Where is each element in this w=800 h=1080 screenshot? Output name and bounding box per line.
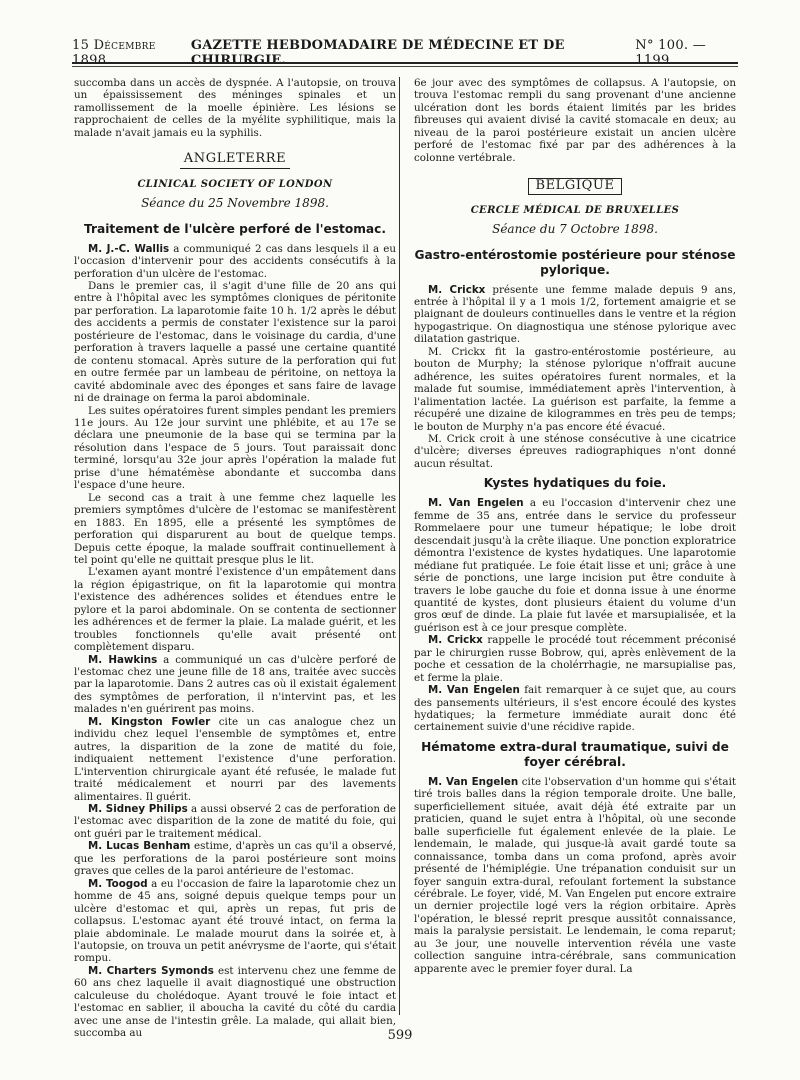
paragraph-text: estime, d'après un cas qu'il a observé, que les perforations de la paroi postérieure sont moins graves que celles de la paroi antérieure de l'estomac. <box>74 840 396 878</box>
society-name: CLINICAL SOCIETY OF LONDON <box>137 178 333 190</box>
speaker-name: M. Hawkins <box>88 653 158 666</box>
column-divider <box>399 77 400 1015</box>
speaker-name: M. Crickx <box>428 634 483 647</box>
paragraph-text: fait remarquer à ce sujet que, au cours des pansements ultérieurs, il s'est encore écoulé des kystes hydatiques; la fermeture immédiate aurait donc été certainement suivie d'une récidive rapide. <box>414 684 736 734</box>
speaker-name: M. Van Engelen <box>428 684 520 697</box>
paragraph <box>74 654 396 716</box>
country-heading-belgique <box>414 178 736 194</box>
section-title: Gastro-entérostomie postérieure pour sténose pylorique. <box>414 247 736 277</box>
speaker-name: M. Crickx <box>428 283 486 296</box>
section-title: Kystes hydatiques du foie. <box>483 476 667 491</box>
paragraph-text: a eu l'occasion de faire la laparotomie chez un homme de 45 ans, soigné depuis quelque temps pour un ulcère d'estomac et qui, après un repas, fut pris de collapsus. L'estomac ayant été trouvé intact, on ferma la plaie abdominale. Le malade mourut dans la soirée et, à l'autopsie, on trouva un petit anévrysme de l'aorte, qui s'était rompu. <box>74 877 396 965</box>
paragraph: M. Crick croit à une sténose consécutive à une cicatrice d'ulcère; diverses épreuves radiographiques n'ont donné aucun résultat. <box>414 432 736 470</box>
paragraph-text: cite l'observation d'un homme qui s'était tiré trois balles dans la région temporale droite. Une balle, superficiellement située, avait déjà été extraite par un praticien, quand le sujet entra à l'hôpital, où une seconde balle superficielle fut également enlevée de la plaie. Le lendemain, le malade, qui jusque-là avait gardé toute sa connaissance, tomba dans un coma profond, après avoir présenté de l'hémiplégie. Une trépanation conduisit sur un foyer sanguin extra-dural, refoulant fortement la substance cérébrale. Le foyer, vidé, M. Van Engelen put encore extraire un dernier projectile logé vers la région orbitaire. Après l'opération, le blessé reprit presque aussitôt connaissance, mais la paralysie persistait. Le lendemain, le coma reparut; au 3e jour, une nouvelle intervention révéla une vaste collection sanguine intra-cérébrale, sans communication apparente avec le premier foyer dural. La <box>414 775 736 975</box>
paragraph <box>414 634 736 684</box>
speaker-name: M. Kingston Fowler <box>88 715 211 728</box>
right-column <box>414 77 736 975</box>
paragraph-text: est intervenu chez une femme de 60 ans chez laquelle il avait diagnostiqué une obstruction calculeuse du cholédoque. Ayant trouvé le foie intact et l'estomac en sablier, il aboucha la cavité du côté du cardia avec une anse de l'intestin grêle. La malade, qui allait bien, succomba au <box>74 964 396 1040</box>
section-title: Traitement de l'ulcère perforé de l'estomac. <box>83 221 387 236</box>
issue-date: 15 Décembre 1898. <box>72 38 156 68</box>
paragraph: Les suites opératoires furent simples pendant les premiers 11e jours. Au 12e jour survint une phlébite, et au 17e se déclara une pneumonie de la base qui se termina par la résolution dans l'espace de 5 jours. Tout paraissait donc terminé, lorsqu'au 32e jour après l'opération la malade fut prise d'une hématémèse abondante et succomba dans l'espace d'une heure. <box>74 404 397 492</box>
speaker-name: M. J.-C. Wallis <box>88 242 170 255</box>
country-label: BELGIQUE <box>528 178 621 194</box>
speaker-name: M. Van Engelen <box>428 497 524 510</box>
paragraph <box>74 243 396 280</box>
paragraph <box>414 284 736 346</box>
paragraph: Le second cas a trait à une femme chez laquelle les premiers symptômes d'ulcère de l'estomac se manifestèrent en 1883. En 1895, elle a présenté les symptômes de perforation qui disparurent au bout de quelque temps. Depuis cette époque, la malade souffrait continuellement à tel point qu'elle ne quittait presque plus le lit. <box>74 491 396 566</box>
paragraph-text: présente une femme malade depuis 9 ans, entrée à l'hôpital il y a 1 mois 1/2, fortement amaigrie et se plaignant de douleurs continuelles dans le ventre et la région hypogastrique. On diagnostiqua une sténose pylorique avec dilatation gastrique. <box>414 283 736 346</box>
speaker-name: M. Van Engelen <box>428 775 519 788</box>
paragraph <box>74 803 396 840</box>
issue-number: N° 100. — 1199 <box>635 38 707 68</box>
seance-date: Séance du 7 Octobre 1898. <box>492 222 658 237</box>
header-rule <box>72 62 738 64</box>
paragraph <box>414 776 736 975</box>
paragraph: Dans le premier cas, il s'agit d'une fille de 20 ans qui entre à l'hôpital avec les symptômes cloniques de péritonite par perforation. La laparotomie faite 10 h. 1/2 après le début des accidents a permis de constater l'existence sur la paroi postérieure de l'estomac, dans le voisinage du cardia, d'une perforation à travers laquelle a passé une certaine quantité de contenu stomacal. Après suture de la perforation qui fut en outre fermée par un lambeau de péritoine, on nettoya la cavité abdominale avec des éponges et sans faire de lavage ni de drainage on ferma la paroi abdominale. <box>74 279 396 405</box>
paragraph <box>414 497 736 634</box>
paragraph-text: a aussi observé 2 cas de perforation de l'estomac avec disparition de la zone de matité du foie, qui ont guéri par le traitement médical. <box>74 803 397 840</box>
speaker-name: M. Lucas Benham <box>88 840 191 853</box>
paragraph-text: cite un cas analogue chez un individu chez lequel l'ensemble de symptômes et, entre autres, la disparition de la zone de matité du foie, indiquaient nettement l'existence d'une perforation. L'intervention chirurgicale ayant été refusée, le malade fut traité médicalement et nourri par des lavements alimentaires. Il guérit. <box>74 715 396 803</box>
paragraph <box>414 684 736 734</box>
section-title: Hématome extra-dural traumatique, suivi de foyer cérébral. <box>421 739 729 769</box>
paragraph-text: a eu l'occasion d'intervenir chez une femme de 35 ans, entrée dans le service du professeur Rommelaere pour une tumeur hépatique; le lobe droit descendait jusqu'à la crête iliaque. Une ponction exploratrice démontra l'existence de kystes hydatiques. Une laparotomie médiane fut pratiquée. Le foie était lisse et uni; grâce à une série de ponctions, une large incision put être conduite à travers le lobe gauche du foie et donna issue à une énorme quantité de kystes, dont plusieurs étaient du volume d'un gros œuf de dinde. La plaie fut lavée et marsupialisée, et la guérison est à ce jour presque complète. <box>414 497 737 634</box>
paragraph: L'examen ayant montré l'existence d'un empâtement dans la région épigastrique, on fit la laparotomie qui montra l'existence des adhérences solides et étendues entre le pylore et la paroi abdominale. On se contenta de sectionner les adhérences et de fermer la plaie. La malade guérit, et les troubles fonctionnels qu'elle avait présenté ont complètement disparu. <box>74 566 396 654</box>
left-intro-paragraph: succomba dans un accès de dyspnée. A l'autopsie, on trouva un épaississement des méninges spinales et un ramollissement de la moelle épinière. Les lésions se rapprochaient de celles de la myélite syphilitique, mais la malade n'avait jamais eu la syphilis. <box>74 77 396 139</box>
speaker-name: M. Toogod <box>88 877 148 890</box>
paragraph: M. Crickx fit la gastro-entérostomie postérieure, au bouton de Murphy; la sténose pylorique n'offrait aucune adhérence, les suites opératoires furent normales, et la malade fut soumise, immédiatement après l'intervention, à l'alimentation lactée. La guérison est parfaite, la femme a récupéré une dizaine de kilogrammes en très peu de temps; le bouton de Murphy n'a pas encore été évacué. <box>414 345 736 433</box>
running-head <box>72 38 738 68</box>
paragraph-text: a communiqué un cas d'ulcère perforé de l'estomac chez une jeune fille de 18 ans, traitée avec succès par la laparotomie. Dans 2 autres cas où il existait également des symptômes de perforation, il n'intervint pas, et les malades n'en guérirent pas moins. <box>74 653 396 716</box>
header-rule-thin <box>72 66 738 67</box>
paragraph <box>74 840 396 877</box>
right-intro-paragraph: 6e jour avec des symptômes de collapsus. A l'autopsie, on trouva l'estomac rempli du sang provenant d'une ancienne ulcération dont les bords étaient limités par les brides fibreuses qui avaient divisé la cavité stomacale en deux; au niveau de la paroi postérieure existait un ancien ulcère perforé de l'estomac fixé par par des adhérences à la colonne vertébrale. <box>414 77 736 164</box>
paragraph-text: rappelle le procédé tout récemment préconisé par le chirurgien russe Bobrow, qui, après enlèvement de la poche et cessation de la cholérrhagie, ne marsupialise pas, et ferme la plaie. <box>414 634 736 684</box>
paragraph <box>74 878 396 965</box>
left-column <box>74 77 396 1040</box>
country-heading-angleterre <box>74 153 396 168</box>
page-folio: 599 <box>387 1028 413 1043</box>
paragraph <box>74 716 396 803</box>
speaker-name: M. Charters Symonds <box>88 964 214 977</box>
seance-date: Séance du 25 Novembre 1898. <box>141 196 329 211</box>
speaker-name: M. Sidney Philips <box>88 803 188 816</box>
paragraph-text: a communiqué 2 cas dans lesquels il a eu l'occasion d'intervenir pour des accidents consécutifs à la perforation d'un ulcère de l'estomac. <box>74 242 396 280</box>
journal-title: GAZETTE HEBDOMADAIRE DE MÉDECINE ET DE CHIRURGIE. <box>190 38 565 68</box>
society-name: CERCLE MÉDICAL DE BRUXELLES <box>470 204 680 216</box>
country-label: ANGLETERRE <box>180 153 291 168</box>
